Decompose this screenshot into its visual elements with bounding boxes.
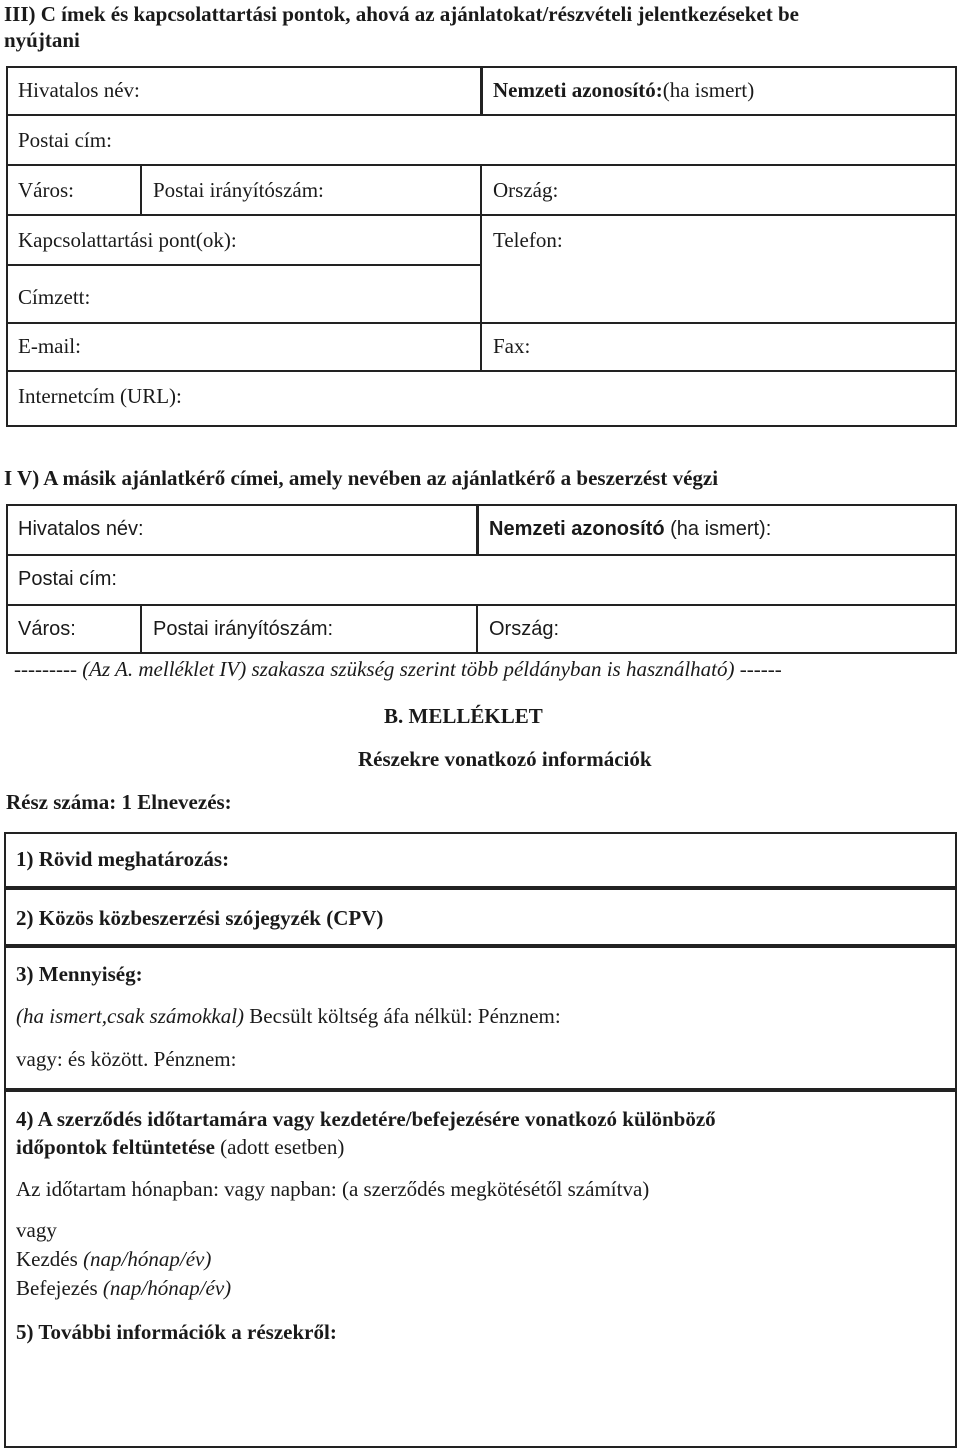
phone-label: Telefon: <box>493 228 563 252</box>
section3-heading-line1: III) C ímek és kapcsolattartási pontok, ahová az ajánlatokat/részvételi jelentkezéseket be <box>4 2 799 26</box>
national-id-note: (ha ismert): <box>670 518 772 540</box>
or-label: vagy <box>16 1218 57 1242</box>
item3-label: 3) Mennyiség: <box>16 962 143 986</box>
postal-code-label: Postai irányítószám: <box>153 618 334 640</box>
recipient-label: Címzett: <box>18 285 91 309</box>
section4-heading: I V) A másik ajánlatkérő címei, amely nevében az ajánlatkérő a beszerzést végzi <box>4 466 719 490</box>
col-divider <box>480 66 483 114</box>
item4-heading-line2: időpontok feltüntetése <box>16 1135 215 1159</box>
email-label: E-mail: <box>18 334 81 358</box>
annex-b-title: B. MELLÉKLET <box>384 704 543 728</box>
national-id-note: (ha ismert) <box>662 78 755 102</box>
item3-estimated-cost: Becsült költség áfa nélkül: Pénznem: <box>249 1004 561 1028</box>
postal-address-label: Postai cím: <box>18 128 112 152</box>
col-divider <box>480 164 482 370</box>
section4-table <box>6 504 957 654</box>
country-label: Ország: <box>493 178 559 202</box>
contact-points-label: Kapcsolattartási pont(ok): <box>18 228 237 252</box>
start-label: Kezdés <box>16 1247 78 1271</box>
national-id-label: Nemzeti azonosító <box>489 518 665 540</box>
official-name-label: Hivatalos név: <box>18 518 144 540</box>
row-divider <box>6 114 957 116</box>
item5-label: 5) További információk a részekről: <box>16 1320 337 1344</box>
country-label: Ország: <box>489 618 560 640</box>
part-number-label: Rész száma: 1 Elnevezés: <box>6 790 232 814</box>
national-id-label: Nemzeti azonosító: <box>493 78 663 102</box>
item1-label: 1) Rövid meghatározás: <box>16 847 230 871</box>
internet-url-label: Internetcím (URL): <box>18 384 182 408</box>
annex-usage-note: --------- (Az A. melléklet IV) szakasza szükség szerint több példányban is használható) ------ <box>14 657 782 681</box>
end-label: Befejezés <box>16 1276 98 1300</box>
row-divider <box>6 554 957 556</box>
row-divider <box>6 264 481 266</box>
duration-line: Az időtartam hónapban: vagy napban: (a szerződés megkötésétől számítva) <box>16 1177 650 1201</box>
annex-b-subtitle: Részekre vonatkozó információk <box>358 747 652 771</box>
end-format: (nap/hónap/év) <box>102 1276 232 1300</box>
section3-heading-line2: nyújtani <box>4 28 80 52</box>
row-divider <box>6 604 957 606</box>
fax-label: Fax: <box>493 334 531 358</box>
city-label: Város: <box>18 178 74 202</box>
start-format: (nap/hónap/év) <box>83 1247 212 1271</box>
item4-note: (adott esetben) <box>220 1135 345 1159</box>
official-name-label: Hivatalos név: <box>18 78 140 102</box>
item2-label: 2) Közös közbeszerzési szójegyzék (CPV) <box>16 906 384 930</box>
col-divider <box>140 604 142 654</box>
city-label: Város: <box>18 618 76 640</box>
col-divider <box>476 604 478 654</box>
postal-address-label: Postai cím: <box>18 568 117 590</box>
item3-note: (ha ismert,csak számokkal) <box>16 1004 245 1028</box>
item3-range: vagy: és között. Pénznem: <box>16 1047 237 1071</box>
row-divider <box>6 370 957 372</box>
postal-code-label: Postai irányítószám: <box>153 178 324 202</box>
col-divider <box>140 164 142 214</box>
col-divider <box>476 504 479 554</box>
item4-heading-line1: 4) A szerződés időtartamára vagy kezdetére/befejezésére vonatkozó különböző <box>16 1107 716 1131</box>
